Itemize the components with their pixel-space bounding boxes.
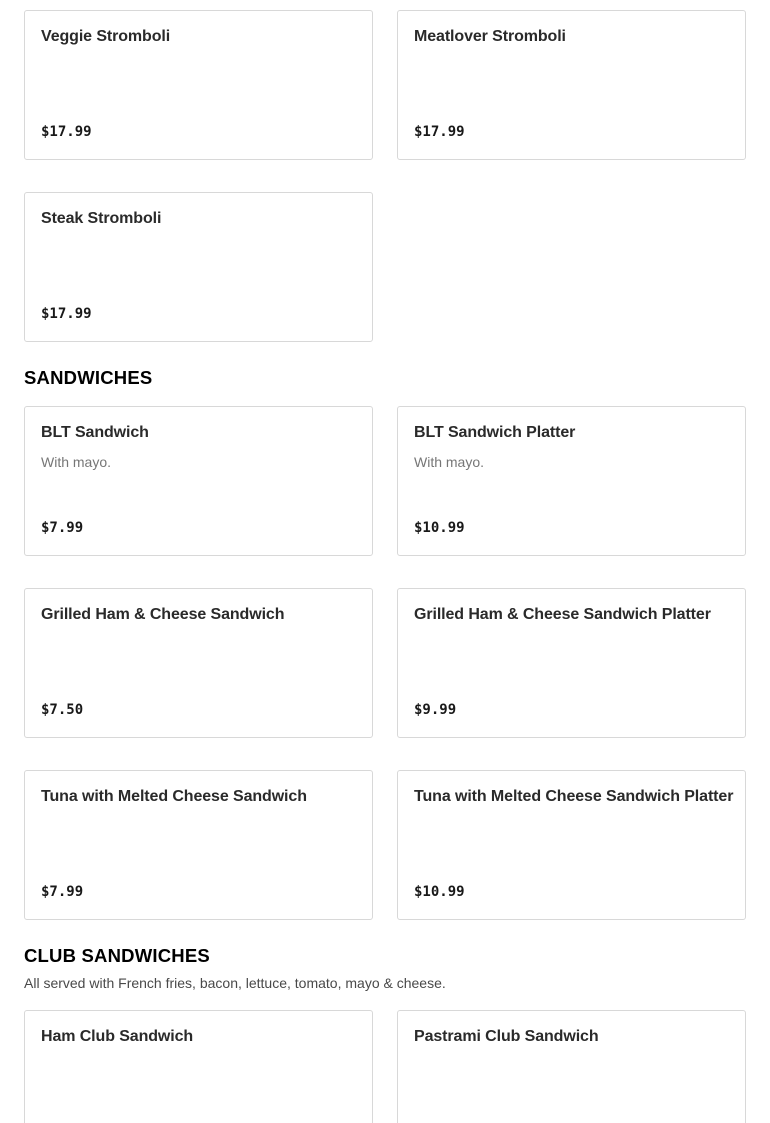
menu-item-card-veggie-stromboli[interactable] — [24, 10, 373, 160]
menu-item-card-grilled-ham-cheese-sandwich[interactable] — [24, 588, 373, 738]
menu-item-price: $10.99 — [414, 520, 465, 536]
menu-item-price: $9.99 — [414, 702, 457, 718]
menu-item-card-steak-stromboli[interactable] — [24, 192, 373, 342]
menu-item-card-pastrami-club-sandwich[interactable] — [397, 1010, 746, 1123]
menu-item-name: BLT Sandwich — [41, 424, 149, 441]
menu-item-price: $17.99 — [41, 124, 92, 140]
menu-item-card-ham-club-sandwich[interactable] — [24, 1010, 373, 1123]
menu-item-card-meatlover-stromboli[interactable] — [397, 10, 746, 160]
menu-item-price: $17.99 — [41, 306, 92, 322]
menu-item-card-grilled-ham-cheese-sandwich-platter[interactable] — [397, 588, 746, 738]
menu-item-name: Ham Club Sandwich — [41, 1028, 194, 1045]
menu-item-card-tuna-melted-cheese-sandwich[interactable] — [24, 770, 373, 920]
menu-item-card-blt-sandwich[interactable] — [24, 406, 373, 556]
section-description-club-sandwiches: All served with French fries, bacon, lettuce, tomato, mayo & cheese. — [24, 975, 446, 991]
menu-item-name: Tuna with Melted Cheese Sandwich Platter — [414, 788, 734, 805]
menu-item-name: BLT Sandwich Platter — [414, 424, 576, 441]
menu-item-name: Pastrami Club Sandwich — [414, 1028, 599, 1045]
section-title-sandwiches: SANDWICHES — [24, 367, 153, 388]
menu-item-price: $10.99 — [414, 884, 465, 900]
menu-item-name: Steak Stromboli — [41, 210, 162, 227]
menu-item-price: $7.99 — [41, 884, 84, 900]
menu-item-price: $7.99 — [41, 520, 84, 536]
menu-item-description: With mayo. — [41, 454, 112, 470]
menu-item-name: Tuna with Melted Cheese Sandwich — [41, 788, 307, 805]
menu-item-name: Veggie Stromboli — [41, 28, 171, 45]
menu-item-price: $17.99 — [414, 124, 465, 140]
menu-item-card-tuna-melted-cheese-sandwich-platter[interactable] — [397, 770, 746, 920]
menu-item-name: Grilled Ham & Cheese Sandwich Platter — [414, 606, 711, 623]
menu-item-price: $7.50 — [41, 702, 84, 718]
menu-item-card-blt-sandwich-platter[interactable] — [397, 406, 746, 556]
section-title-club-sandwiches: CLUB SANDWICHES — [24, 945, 210, 966]
menu-item-name: Meatlover Stromboli — [414, 28, 566, 45]
menu-item-name: Grilled Ham & Cheese Sandwich — [41, 606, 285, 623]
menu-item-description: With mayo. — [414, 454, 485, 470]
